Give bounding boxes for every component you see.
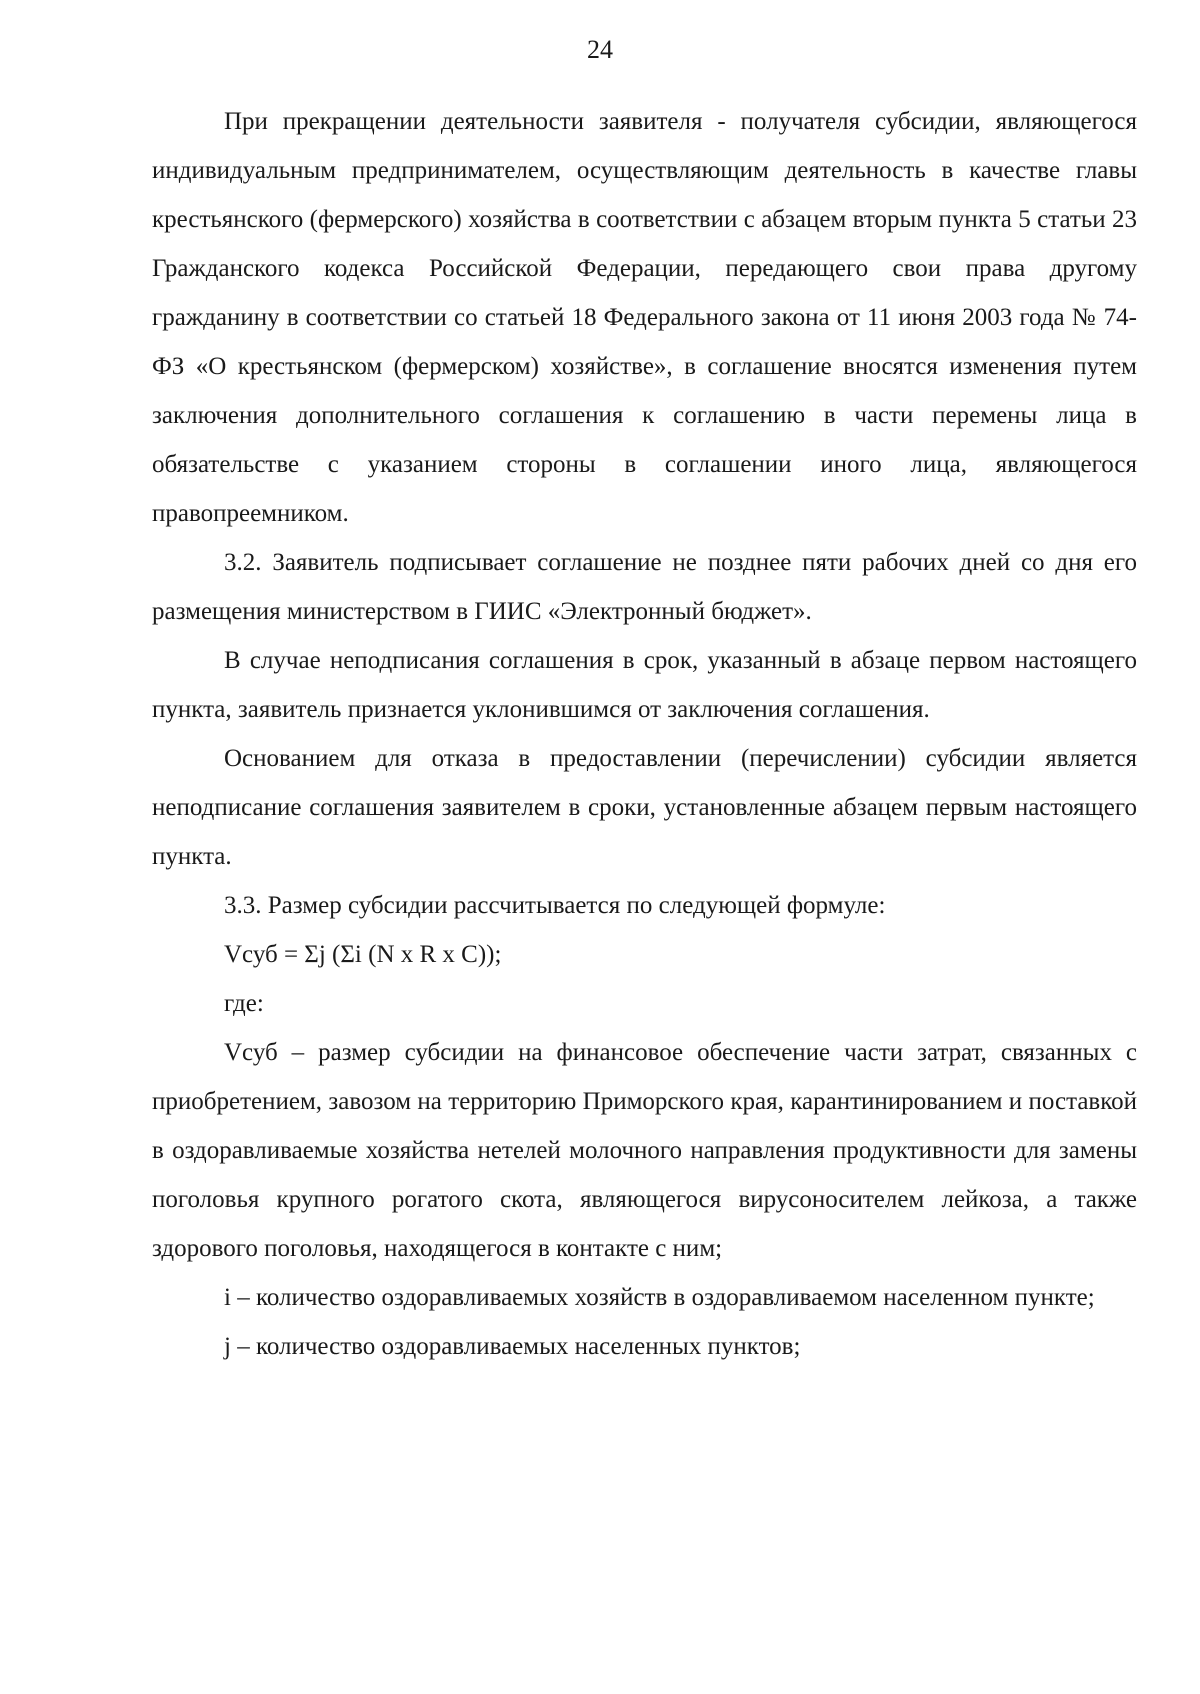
- document-body: [152, 97, 1137, 1371]
- paragraph-refusal-grounds: Основанием для отказа в предоставлении (перечислении) субсидии является неподписание соглашения заявителем в сроки, установленные абзацем первым настоящего пункта.: [152, 745, 1137, 870]
- paragraph-3-3: 3.3. Размер субсидии рассчитывается по следующей формуле:: [224, 892, 886, 919]
- paragraph-3-2: 3.2. Заявитель подписывает соглашение не позднее пяти рабочих дней со дня его размещения министерством в ГИИС «Электронный бюджет».: [152, 549, 1137, 625]
- definition-i: i – количество оздоравливаемых хозяйств в оздоравливаемом населенном пункте;: [224, 1284, 1095, 1311]
- definition-j: j – количество оздоравливаемых населенных пунктов;: [224, 1333, 801, 1360]
- paragraph-termination: При прекращении деятельности заявителя - получателя субсидии, являющегося индивидуальным предпринимателем, осуществляющим деятельность в качестве главы крестьянского (фермерского) хозяйства в соответствии с абзацем вторым пункта 5 статьи 23 Гражданского кодекса Российской Федерации, передающего свои права другому гражданину в соответствии со статьей 18 Федерального закона от 11 июня 2003 года № 74-ФЗ «О крестьянском (фермерском) хозяйстве», в соглашение вносятся изменения путем заключения дополнительного соглашения к соглашению в части перемены лица в обязательстве с указанием стороны в соглашении иного лица, являющегося правопреемником.: [152, 108, 1137, 527]
- definition-vsub: Vсуб – размер субсидии на финансовое обеспечение части затрат, связанных с приобретением, завозом на территорию Приморского края, карантинированием и поставкой в оздоравливаемые хозяйства нетелей молочного направления продуктивности для замены поголовья крупного рогатого скота, являющегося вирусоносителем лейкоза, а также здорового поголовья, находящегося в контакте с ним;: [152, 1039, 1137, 1262]
- formula-where: где:: [224, 990, 264, 1017]
- formula: Vсуб = Σj (Σi (N x R x C));: [224, 941, 502, 968]
- page-number: 24: [587, 35, 613, 64]
- paragraph-non-signing: В случае неподписания соглашения в срок, указанный в абзаце первом настоящего пункта, заявитель признается уклонившимся от заключения соглашения.: [152, 647, 1137, 723]
